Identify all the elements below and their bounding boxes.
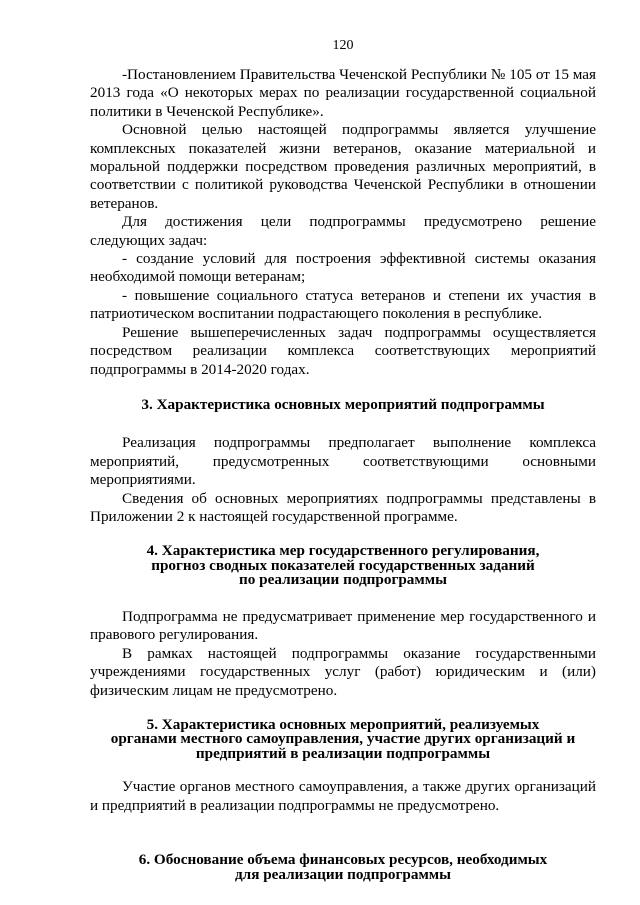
document-page bbox=[90, 38, 596, 882]
section-4-title-line-2: прогноз сводных показателей государственных заданий bbox=[151, 556, 535, 574]
section-4-paragraph-2: В рамках настоящей подпрограммы оказание государственными учреждениями государственных услуг (работ) юридическим и (или) физическим лицам не предусмотрено. bbox=[90, 644, 596, 699]
section-6-heading bbox=[90, 853, 596, 882]
section-5-title-line-1: 5. Характеристика основных мероприятий, реализуемых bbox=[146, 715, 540, 733]
section-4-title-line-1: 4. Характеристика мер государственного регулирования, bbox=[146, 542, 540, 560]
section-5-title-line-3: предприятий в реализации подпрограммы bbox=[195, 744, 491, 762]
section-3-paragraph-2: Сведения об основных мероприятиях подпрограммы представлены в Приложении 2 к настоящей государственной программе. bbox=[90, 489, 596, 526]
section-6-title-line-1: 6. Обоснование объема финансовых ресурсов, необходимых bbox=[138, 851, 548, 869]
section-5-title-line-2: органами местного самоуправления, участие других организаций и bbox=[110, 730, 576, 748]
section-5-heading bbox=[90, 715, 596, 762]
section-4-heading bbox=[90, 544, 596, 588]
section-3-title: 3. Характеристика основных мероприятий подпрограммы bbox=[141, 395, 545, 413]
task-item-2: - повышение социального статуса ветеранов и степени их участия в патриотическом воспитании подрастающего поколения в республике. bbox=[90, 286, 596, 323]
solution-paragraph: Решение вышеперечисленных задач подпрограммы осуществляется посредством реализации комплекса соответствующих мероприятий подпрограммы в 2014-2020 годах. bbox=[90, 323, 596, 378]
task-item-1: - создание условий для построения эффективной системы оказания необходимой помощи ветеранам; bbox=[90, 250, 596, 286]
goal-paragraph: Основной целью настоящей подпрограммы является улучшение комплексных показателей жизни ветеранов, оказание материальной и моральной поддержки посредством проведения различных мероприятий, в соответствии с политикой руководства Чеченской Республики в отношении ветеранов. bbox=[90, 121, 596, 212]
section-5-paragraph-1: Участие органов местного самоуправления, а также других организаций и предприятий в реализации подпрограммы не предусмотрено. bbox=[90, 778, 596, 814]
page-number: 120 bbox=[332, 38, 354, 53]
section-6-title-line-2: для реализации подпрограммы bbox=[234, 865, 451, 883]
section-3-paragraph-1: Реализация подпрограммы предполагает выполнение комплекса мероприятий, предусмотренных соответствующими основными мероприятиями. bbox=[90, 434, 596, 489]
section-4-title-line-3: по реализации подпрограммы bbox=[239, 571, 447, 589]
section-3-heading bbox=[90, 395, 596, 413]
section-4-paragraph-1: Подпрограмма не предусматривает применение мер государственного и правового регулирования. bbox=[90, 607, 596, 644]
tasks-intro-paragraph: Для достижения цели подпрограммы предусмотрено решение следующих задач: bbox=[90, 213, 596, 249]
decree-paragraph: -Постановлением Правительства Чеченской Республики № 105 от 15 мая 2013 года «О некоторых мерах по реализации государственной социальной политики в Чеченской Республике». bbox=[90, 66, 596, 120]
